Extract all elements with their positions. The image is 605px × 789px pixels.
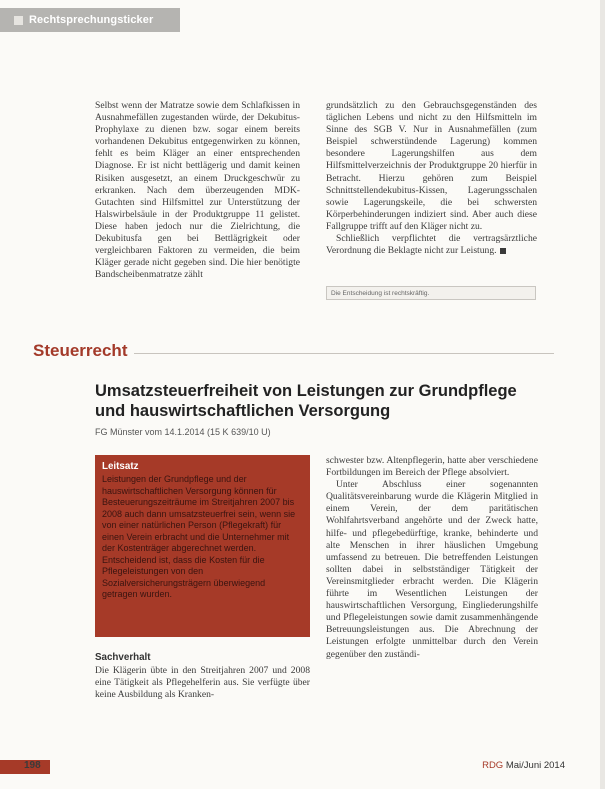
journal-issue: Mai/Juni 2014 [505,760,565,771]
page-edge [600,0,605,789]
sachverhalt-heading: Sachverhalt [95,652,151,663]
sachverhalt-text-column [95,665,310,701]
section-rule [134,353,554,354]
leitsatz-box [95,455,310,637]
bottom-right-column [326,455,538,661]
top-right-column [326,100,537,257]
sachverhalt-paragraph: Die Klägerin übte in den Streitjahren 2007 und 2008 eine Tätigkeit als Pflegehelferin aus. Sie verfügte über keine Ausbildung als Kranken- [95,665,310,701]
bottom-right-paragraph-2: Unter Abschluss einer sogenannten Qualitätsvereinbarung wurde die Klägerin Mitglied in einem Verein, der dem paritätischen Wohlfahrtsverband angehörte und der Zweck hatte, hilfe- und pflegebedürftige, kranke, behinderte und alte Menschen in ihrer häuslichen Umgebung umfassend zu betreuen. Die betreffenden Leistungen sollten dabei in selbstständiger Tätigkeit der Vereinsmitglieder erbracht werden. Die Klägerin führte im Wesentlichen Leistungen der hauswirtschaftlichen Versorgung, Eingliederungshilfe und Pflegeleistungen sowie damit zusammenhängende Betreuungsleistungen aus. Die Abrechnung der Leistungen erfolgte unmittelbar durch den Verein gegenüber den zuständi- [326,479,538,660]
leitsatz-heading: Leitsatz [102,461,139,472]
page-number: 198 [24,760,41,771]
top-left-paragraph: Selbst wenn der Matratze sowie dem Schlafkissen in Ausnahmefällen zugestanden würde, der Dekubitus-Prophylaxe zu dienen bzw. sogar einem bereits vorhandenen Dekubitus entgegenwirken zu können, fehlt es beim Kläger an einer entsprechenden Diagnose. Er ist nicht bettlägerig und damit keinen Risiken ausgesetzt, an einem Druckgeschwür zu erkranken. Nach dem überzeugenden MDK-Gutachten sind Hilfsmittel zur Unterstützung der Halswirbelsäule in der Produktgruppe 11 gelistet. Diese haben jedoch nur die Zielrichtung, die Dekubitusfa gen bei Bettlägrigkeit oder vergleichbaren Faktoren zu vermeiden, die beim Kläger gerade nicht gegeben sind. Die hier benötigte Bandscheibenmatratze zählt [95,100,300,281]
journal-name: RDG [482,760,504,771]
leitsatz-text: Leistungen der Grundpflege und der hauswirtschaftlichen Versorgung können für Besteuerungszeiträume im Streitjahren 2007 bis 2008 auch dann umsatzsteuerfrei sein, wenn sie von einer natürlichen Person (Pflegekraft) für einen Verein erbracht und die Unternehmer mit der Kostenträger abgerechnet werden. Entscheidend ist, dass die Kosten für die Pflegeleistungen von den Sozialversicherungsträgern überwiegend getragen wurden. [102,474,296,599]
bottom-right-paragraph-1: schwester bzw. Altenpflegerin, hatte aber verschiedene Fortbildungen im Bereich der Pflege absolviert. [326,455,538,479]
end-mark-icon [500,248,506,254]
top-right-paragraph-1: grundsätzlich zu den Gebrauchsgegenständen des täglichen Lebens und nicht zu den Hilfsmitteln im Sinne des SGB V. Nur in Ausnahmefällen (zum Beispiel schwerstündende Lagerung) kommen besondere Lagerungshilfen aus dem Hilfsmittelverzeichnis der Produktgruppe 20 hierfür in Betracht. Hierzu gehören zum Beispiel Schnittstellendekubitus-Kissen, Lagerungsschalen sowie Lagerungskeile, die bei schwersten Körperbehinderungen indiziert sind. Aber auch diese Fallgruppe trifft auf den Kläger nicht zu. [326,100,537,232]
article-title: Umsatzsteuerfreiheit von Leistungen zur Grundpflege und hauswirtschaftlichen Versorgung [95,382,517,420]
note-box: Die Entscheidung ist rechtskräftig. [326,286,536,300]
header-square-icon [14,16,23,25]
section-header-bar [0,8,180,32]
top-left-column [95,100,300,281]
top-right-paragraph-2: Schließlich verpflichtet die vertragsärztliche Verordnung die Beklagte nicht zur Leistung. [326,233,537,257]
footer-journal [482,760,565,771]
header-label: Rechtsprechungsticker [29,14,154,26]
article-subtitle: FG Münster vom 14.1.2014 (15 K 639/10 U) [95,427,271,437]
section-title: Steuerrecht [33,341,128,360]
